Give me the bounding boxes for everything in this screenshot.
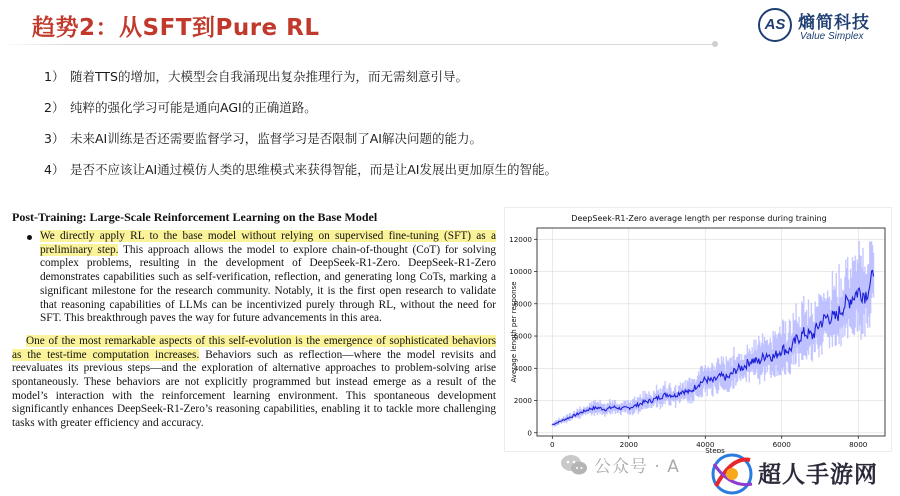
watermark-channel-text: 公众号 · A [594,457,680,477]
paper-text: Behaviors such as reflection—where the model revisits and reevaluates its previous steps—and the exploration of alternative approaches to problem-solving arise spontaneously. These behaviors are not explicitly programmed but instead emerge as a result of the model’s interaction with the reinforcement learning environment. This spontaneous development significantly enhances DeepSeek-R1-Zero’s reasoning capabilities, enabling it to tackle more challenging tasks with greater efficiency and accuracy. [12,348,496,430]
header-divider-dot [712,41,718,47]
point-number: 4） [44,162,65,177]
logo-name-cn: 熵简科技 [798,13,870,33]
paper-excerpt [12,208,496,458]
y-tick-label: 10000 [509,267,532,277]
watermark-brand: 超人手游网 [758,462,878,488]
highlighted-text: One of the most remarkable aspects of this self-evolution is the emergence of sophisticated behaviors as the test-time computation increases. [12,334,496,361]
list-item [44,128,744,159]
x-tick-label: 6000 [772,440,791,449]
company-logo [758,8,898,48]
y-tick-label: 6000 [513,331,532,341]
slide-header [0,0,900,50]
point-number: 1） [44,69,65,84]
chart-axes [509,228,885,449]
chart-title: DeepSeek-R1-Zero average length per response during training [571,214,827,223]
trend-points-list [44,66,744,190]
point-text: 未来AI训练是否还需要监督学习，监督学习是否限制了AI解决问题的能力。 [70,131,482,146]
paper-text: This approach allows the model to explore chain-of-thought (CoT) for solving complex problems, resulting in the development of DeepSeek-R1-Zero. DeepSeek-R1-Zero demonstrates capabilities such as self-verification, reflection, and generating long CoTs, marking a significant milestone for the research community. Notably, it is the first open research to validate that reasoning capabilities of LLMs can be incentivized purely through RL, without the need for SFT. This breakthrough paves the way for future advancements in this area. [40,243,496,325]
y-tick-label: 2000 [513,396,532,406]
list-item [44,97,744,128]
header-divider [0,44,715,45]
y-tick-label: 0 [527,428,532,438]
point-text: 是否不应该让AI通过模仿人类的思维模式来获得智能，而是让AI发展出更加原生的智能。 [70,162,557,177]
wechat-icon [560,454,588,476]
brand-logo-icon [708,450,756,496]
point-text: 随着TTS的增加，大模型会自我涌现出复杂推理行为，而无需刻意引导。 [70,69,468,84]
chart-svg [505,208,893,453]
list-item [44,159,744,190]
point-text: 纯粹的强化学习可能是通向AGI的正确道路。 [70,100,317,115]
x-axis-label: Steps [705,447,725,453]
slide-title: 趋势2：从SFT到Pure RL [32,15,320,41]
response-length-chart [504,207,892,452]
x-tick-label: 2000 [619,440,638,449]
bullet-dot-icon [27,235,32,240]
logo-name-en: Value Simplex [800,31,864,42]
highlighted-text: We directly apply RL to the base model without relying on supervised fine-tuning (SFT) as a preliminary step. [40,230,496,256]
x-tick-label: 4000 [696,440,715,449]
paper-section-heading: Post-Training: Large-Scale Reinforcement Learning on the Base Model [12,210,378,224]
list-item [44,66,744,97]
y-axis-label: Average length per response [510,281,518,383]
watermark [560,450,900,496]
point-number: 2） [44,100,65,115]
logo-mark-icon: AS [758,8,792,42]
chart-variance-band [552,241,873,427]
y-tick-label: 4000 [513,363,532,373]
y-tick-label: 8000 [513,299,532,309]
y-tick-label: 12000 [509,234,532,244]
point-number: 3） [44,131,65,146]
x-tick-label: 8000 [849,440,868,449]
paper-bullet-paragraph [12,230,496,326]
paper-paragraph [12,335,496,431]
x-tick-label: 0 [550,440,555,449]
